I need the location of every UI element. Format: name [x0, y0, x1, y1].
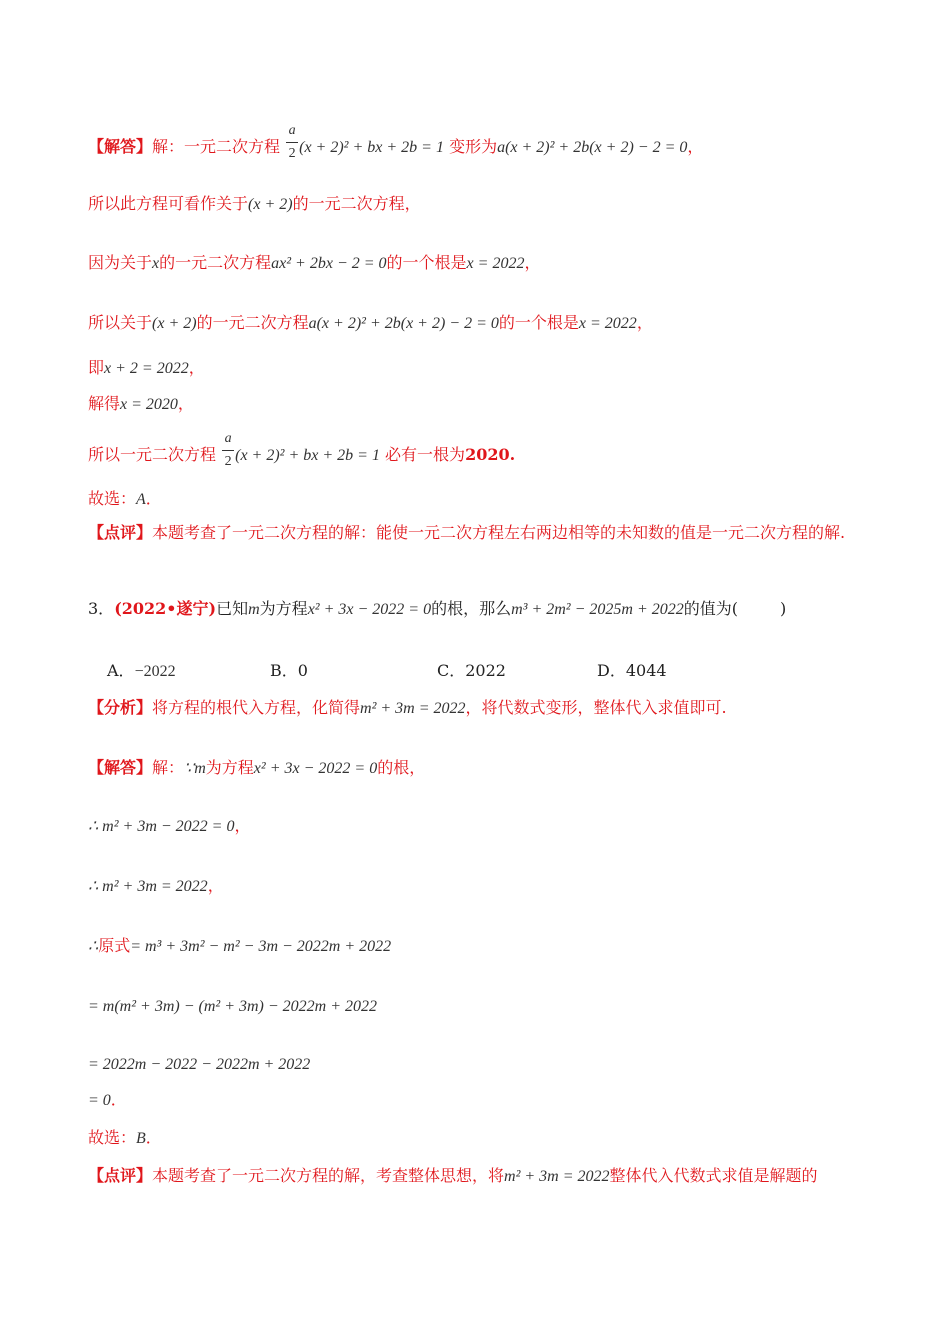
question-3: 3．(2022•遂宁)已知m为方程x² + 3x − 2022 = 0的根，那么m³ + 2m² − 2025m + 2022的值为( ) — [88, 599, 787, 618]
solution-line-2: 所以此方程可看作关于(x + 2)的一元二次方程， — [88, 194, 421, 213]
solution-3-step-3: ∴原式= m³ + 3m² − m² − 3m − 2022m + 2022 — [88, 936, 392, 955]
jieda-label: 【解答】 — [88, 137, 153, 156]
solution-3-line-1: 【解答】解：∵m为方程x² + 3x − 2022 = 0的根， — [88, 758, 426, 777]
solution-3-step-1: ∴ m² + 3m − 2022 = 0， — [88, 816, 251, 835]
question-number: 3． — [88, 599, 115, 618]
answer-line-3: 故选：B． — [88, 1128, 162, 1147]
fraction-a-over-2-b: $\frac{a}{2}$ — [221, 428, 235, 472]
analysis-line: 【分析】将方程的根代入方程，化简得m² + 3m = 2022，将代数式变形，整体代入求值即可. — [88, 698, 727, 717]
solution-line-6: 解得x = 2020， — [88, 394, 194, 413]
solution-3-step-5: = 2022m − 2022 − 2022m + 2022 — [88, 1056, 311, 1073]
option-c: C．2022 — [437, 661, 506, 680]
solution-3-step-4: = m(m² + 3m) − (m² + 3m) − 2022m + 2022 — [88, 998, 378, 1015]
solution-line-7: 所以一元二次方程 $\frac{a}{2}$ (x + 2)² + bx + 2b = 1 必有一根为2020. — [88, 428, 515, 474]
comment-1: 【点评】本题考查了一元二次方程的解：能使一元二次方程左右两边相等的未知数的值是一元二次方程的解. — [88, 523, 846, 542]
comment-3: 【点评】本题考查了一元二次方程的解，考查整体思想，将m² + 3m = 2022整体代入代数式求值是解题的 — [88, 1166, 818, 1185]
solution-line-5: 即x + 2 = 2022， — [88, 358, 205, 377]
answer-blank: ( ) — [731, 599, 787, 618]
equation-2: a(x + 2)² + 2b(x + 2) − 2 = 0 — [497, 139, 688, 156]
answer-line-1: 故选：A． — [88, 489, 162, 508]
solution-3-step-6: = 0． — [88, 1090, 127, 1109]
equation-1: (x + 2)² + bx + 2b = 1 — [299, 139, 444, 156]
fraction-a-over-2: $\frac{a}{2}$ — [285, 120, 299, 164]
jie-text: 解：一元二次方程 — [152, 137, 281, 156]
question-source: (2022•遂宁) — [114, 599, 217, 618]
solution-3-step-2: ∴ m² + 3m = 2022， — [88, 876, 224, 895]
option-a: A．−2022 — [107, 661, 176, 680]
solution-line-4: 所以关于(x + 2)的一元二次方程a(x + 2)² + 2b(x + 2) − 2 = 0的一个根是x = 2022， — [88, 313, 653, 332]
solution-line-3: 因为关于x的一元二次方程ax² + 2bx − 2 = 0的一个根是x = 2022， — [88, 253, 541, 272]
solution-line-1: 【解答】解：一元二次方程 $\frac{a}{2}$ (x + 2)² + bx + 2b = 1 变形为a(x + 2)² + 2b(x + 2) − 2 = 0， — [88, 120, 703, 166]
option-d: D．4044 — [597, 661, 667, 680]
option-b: B．0 — [270, 661, 308, 680]
